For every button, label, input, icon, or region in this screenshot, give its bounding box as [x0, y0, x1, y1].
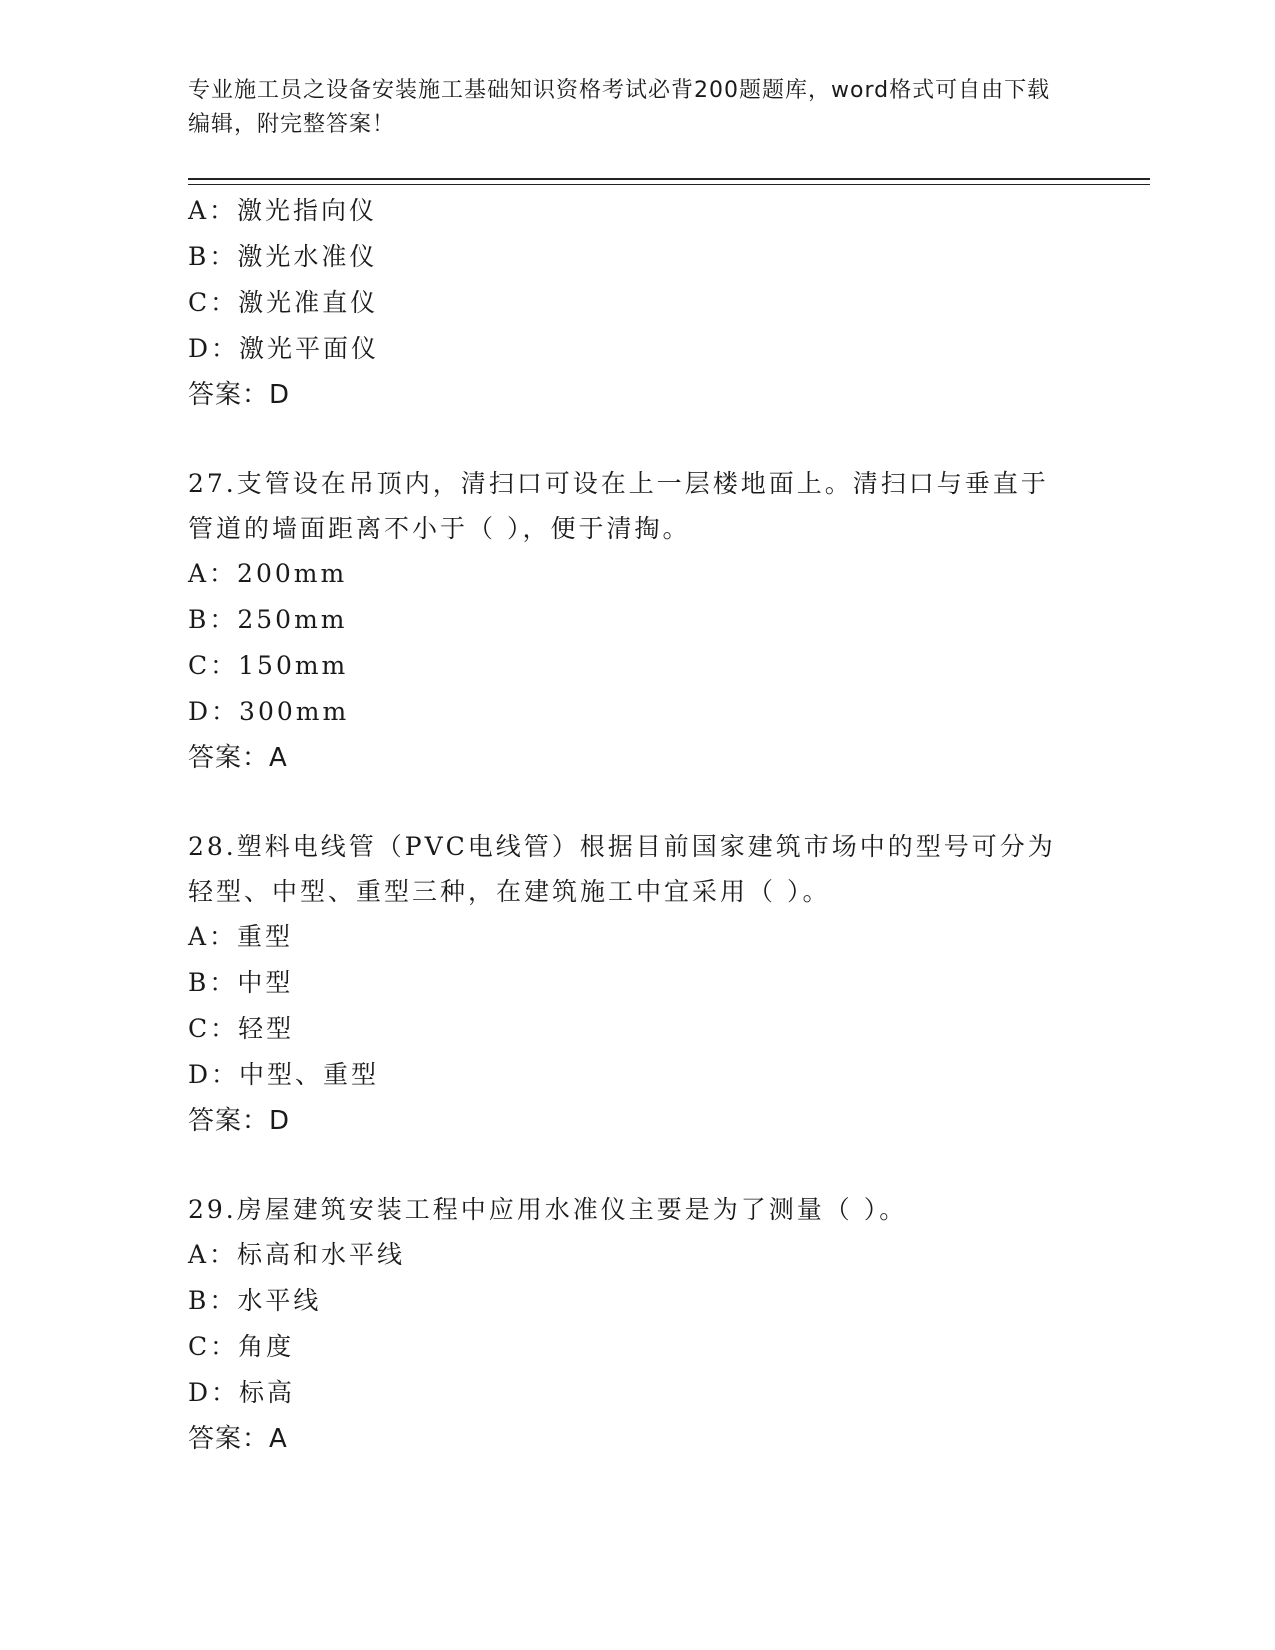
answer-line: 答案：D [188, 1106, 291, 1136]
answer-line: 答案：A [188, 743, 288, 773]
question-text: 28.塑料电线管（PVC电线管）根据目前国家建筑市场中的型号可分为轻型、中型、重型三种，在建筑施工中宜采用（ ）。 [188, 832, 1056, 906]
question-block-27 [188, 461, 1088, 781]
option-b: B：250mm [188, 605, 348, 634]
question-list [188, 188, 1088, 1462]
option-a: A：激光指向仪 [188, 196, 378, 225]
document-header: 专业施工员之设备安装施工基础知识资格考试必背200题题库，word格式可自由下载编辑，附完整答案！ [188, 78, 1051, 137]
option-d: D：激光平面仪 [188, 334, 380, 363]
option-c: C：轻型 [188, 1014, 295, 1043]
option-b: B：中型 [188, 968, 294, 997]
question-text: 27.支管设在吊顶内，清扫口可设在上一层楼地面上。清扫口与垂直于管道的墙面距离不小于（ ），便于清掏。 [188, 469, 1049, 543]
question-block-28 [188, 824, 1088, 1144]
option-a: A：200mm [188, 559, 348, 588]
option-d: D：中型、重型 [188, 1060, 380, 1089]
option-c: C：150mm [188, 651, 349, 680]
header-rule-thick [188, 178, 1150, 180]
option-b: B：激光水准仪 [188, 242, 378, 271]
question-text: 29.房屋建筑安装工程中应用水准仪主要是为了测量（ ）。 [188, 1195, 908, 1224]
option-a: A：重型 [188, 922, 294, 951]
option-c: C：激光准直仪 [188, 288, 379, 317]
question-block-29 [188, 1187, 1088, 1462]
option-d: D：300mm [188, 697, 350, 726]
question-block-26 [188, 188, 1088, 418]
option-b: B：水平线 [188, 1286, 322, 1315]
option-d: D：标高 [188, 1378, 296, 1407]
option-a: A：标高和水平线 [188, 1240, 406, 1269]
answer-line: 答案：D [188, 380, 291, 410]
header-rule-thin [188, 184, 1150, 185]
option-c: C：角度 [188, 1332, 295, 1361]
answer-line: 答案：A [188, 1424, 288, 1454]
